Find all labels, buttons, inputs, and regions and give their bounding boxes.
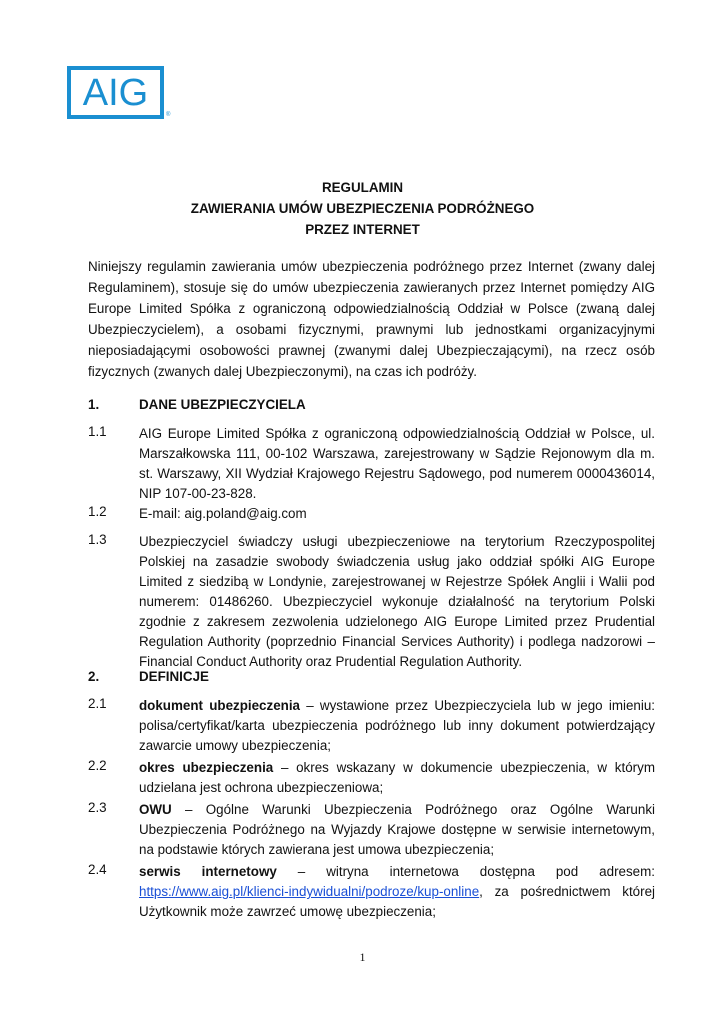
definition-text: – witryna internetowa dostępna pod adresem: — [276, 864, 655, 879]
aig-logo-text: AIG — [82, 71, 149, 114]
section-2-title: DEFINICJE — [139, 669, 209, 684]
term-owu: OWU — [139, 802, 172, 817]
item-2-2-number: 2.2 — [88, 758, 107, 773]
term-okres-ubezpieczenia: okres ubezpieczenia — [139, 760, 274, 775]
item-1-3-text: Ubezpieczyciel świadczy usługi ubezpieczeniowe na terytorium Rzeczypospolitej Polskiej na zasadzie swobody świadczenia usług jako oddział spółki AIG Europe Limited z siedzibą w Londynie, zarejestrowanej w Rejestrze Spółek Anglii i Walii pod numerem: 01486260. Ubezpieczyciel wykonuje działalność na terytorium Polski zgodnie z zakresem zezwolenia udzielonego AIG Europe Limited przez Prudential Regulation Authority (poprzednio Financial Services Authority) i podlega nadzorowi – Financial Conduct Authority oraz Prudential Regulation Authority. — [139, 534, 655, 669]
term-dokument-ubezpieczenia: dokument ubezpieczenia — [139, 698, 300, 713]
item-1-2-text: E-mail: aig.poland@aig.com — [139, 506, 307, 521]
definition-text-continued: , za pośrednictwem której Użytkownik może zawrzeć umowę ubezpieczenia; — [139, 884, 655, 919]
item-1-2-number: 1.2 — [88, 504, 107, 519]
item-1-1-number: 1.1 — [88, 424, 107, 439]
definition-text: – wystawione przez Ubezpieczyciela lub w jego imieniu: polisa/certyfikat/karta ubezpieczenia podróżnego lub inny dokument potwierdzający zawarcie umowy ubezpieczenia; — [139, 698, 655, 753]
title-line-1: REGULAMIN — [321, 180, 404, 195]
definition-text: – okres wskazany w dokumencie ubezpieczenia, w którym udzielana jest ochrona ubezpieczeniowa; — [139, 760, 655, 795]
item-2-3-number: 2.3 — [88, 800, 107, 815]
section-1-number: 1. — [88, 397, 100, 412]
item-2-1-number: 2.1 — [88, 696, 107, 711]
item-2-1-text — [139, 696, 655, 756]
intro-paragraph: Niniejszy regulamin zawierania umów ubezpieczenia podróżnego przez Internet (zwany dalej Regulaminem), stosuje się do umów ubezpieczenia zawieranych przez Internet pomiędzy AIG Europe Limited Spółka z ograniczoną odpowiedzialnością Oddział w Polsce (zwaną dalej Ubezpieczycielem), a osobami fizycznymi, prawnymi lub jednostkami organizacyjnymi nieposiadającymi osobowości prawnej (zwanymi dalej Ubezpieczającymi), na rzecz osób fizycznych (zwanych dalej Ubezpieczonymi), na czas ich podróży. — [88, 259, 655, 379]
page-number: 1 — [359, 950, 366, 964]
definition-text: – Ogólne Warunki Ubezpieczenia Podróżnego oraz Ogólne Warunki Ubezpieczenia Podróżnego na Wyjazdy Krajowe dostępne w serwisie internetowym, na podstawie których zawierana jest umowa ubezpieczenia; — [139, 802, 655, 857]
section-2-number: 2. — [88, 669, 100, 684]
online-purchase-link[interactable]: https://www.aig.pl/klienci-indywidualni/podroze/kup-online — [139, 884, 480, 899]
item-2-4-text — [139, 862, 655, 922]
term-serwis-internetowy: serwis internetowy — [139, 864, 277, 879]
item-1-1-text: AIG Europe Limited Spółka z ograniczoną odpowiedzialnością Oddział w Polsce, ul. Marszałkowska 111, 00-102 Warszawa, zarejestrowany w Sądzie Rejonowym dla m. st. Warszawy, XII Wydział Krajowego Rejestru Sądowego, pod numerem 0000436014, NIP 107-00-23-828. — [139, 426, 655, 501]
section-1-title: DANE UBEZPIECZYCIELA — [139, 397, 306, 412]
title-line-3: PRZEZ INTERNET — [305, 222, 420, 237]
item-2-2-text — [139, 758, 655, 798]
aig-logo — [67, 66, 164, 119]
registered-mark: ® — [166, 112, 171, 118]
item-1-3-number: 1.3 — [88, 532, 107, 547]
item-2-3-text — [139, 800, 655, 860]
title-line-2: ZAWIERANIA UMÓW UBEZPIECZENIA PODRÓŻNEGO — [190, 201, 535, 216]
item-2-4-number: 2.4 — [88, 862, 107, 877]
